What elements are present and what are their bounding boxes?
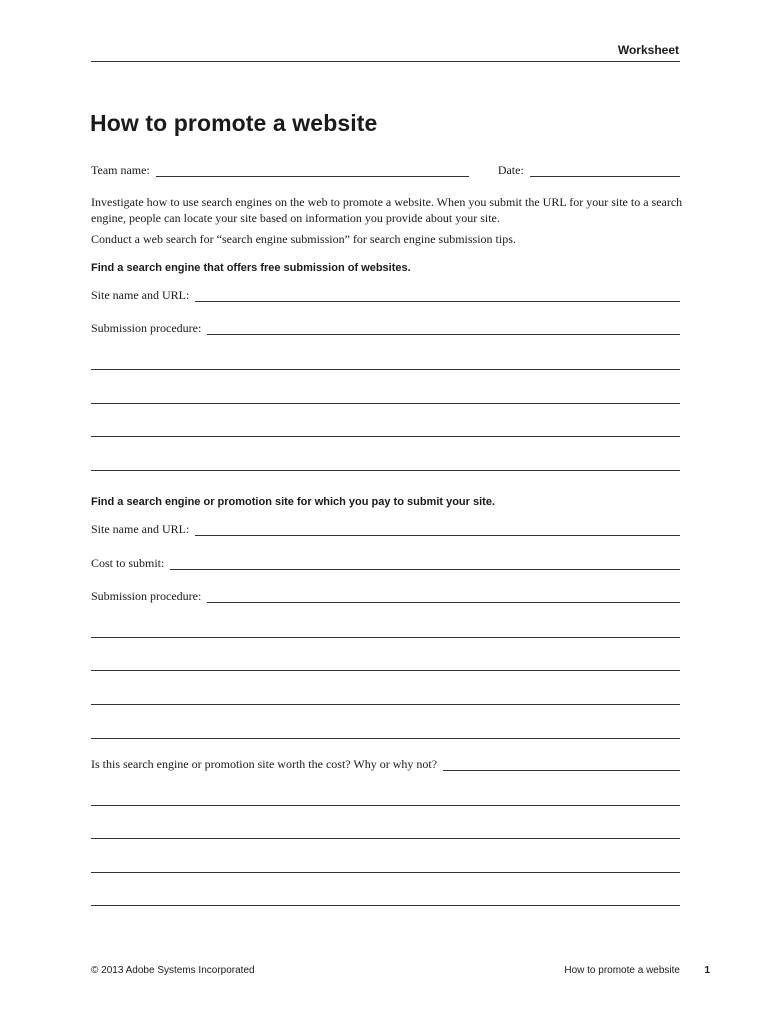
section2-site-row bbox=[91, 522, 680, 536]
section2-procedure-row bbox=[91, 589, 680, 603]
answer-line bbox=[91, 403, 680, 404]
worth-question-blank bbox=[443, 759, 680, 771]
procedure-blank bbox=[207, 591, 680, 603]
date-label: Date: bbox=[497, 163, 524, 177]
team-name-label: Team name: bbox=[91, 163, 150, 177]
site-name-blank bbox=[195, 524, 680, 536]
section2-cost-row bbox=[91, 556, 680, 570]
team-name-blank bbox=[156, 165, 469, 177]
section2-heading: Find a search engine or promotion site for which you pay to submit your site. bbox=[91, 496, 495, 508]
procedure-label: Submission procedure: bbox=[91, 589, 202, 603]
answer-line bbox=[91, 872, 680, 873]
answer-line bbox=[91, 838, 680, 839]
answer-line bbox=[91, 470, 680, 471]
worth-question-row bbox=[91, 757, 680, 771]
team-date-row bbox=[91, 163, 680, 177]
answer-line bbox=[91, 637, 680, 638]
cost-blank bbox=[170, 558, 680, 570]
answer-line bbox=[91, 805, 680, 806]
site-name-label: Site name and URL: bbox=[91, 522, 190, 536]
answer-line bbox=[91, 738, 680, 739]
procedure-label: Submission procedure: bbox=[91, 321, 202, 335]
section1-procedure-row bbox=[91, 321, 680, 335]
worth-question-label: Is this search engine or promotion site worth the cost? Why or why not? bbox=[91, 757, 438, 771]
cost-label: Cost to submit: bbox=[91, 556, 165, 570]
header-label: Worksheet bbox=[617, 43, 679, 57]
answer-line bbox=[91, 436, 680, 437]
answer-line bbox=[91, 704, 680, 705]
answer-line bbox=[91, 905, 680, 906]
date-blank bbox=[530, 165, 680, 177]
answer-line bbox=[91, 369, 680, 370]
section1-heading: Find a search engine that offers free submission of websites. bbox=[91, 262, 411, 274]
procedure-blank bbox=[207, 323, 680, 335]
site-name-blank bbox=[195, 290, 680, 302]
footer-page-number: 1 bbox=[704, 965, 710, 976]
intro-paragraph: Investigate how to use search engines on the web to promote a website. When you submit the URL for your site to a search engine, people can locate your site based on information you provide about your site. bbox=[91, 195, 683, 225]
conduct-paragraph: Conduct a web search for “search engine submission” for search engine submission tips. bbox=[91, 232, 516, 246]
footer-copyright: © 2013 Adobe Systems Incorporated bbox=[91, 965, 255, 976]
footer-doc-title: How to promote a website bbox=[564, 965, 680, 976]
header-rule bbox=[91, 61, 680, 62]
section1-site-row bbox=[91, 288, 680, 302]
site-name-label: Site name and URL: bbox=[91, 288, 190, 302]
answer-line bbox=[91, 670, 680, 671]
page-title: How to promote a website bbox=[90, 110, 378, 136]
